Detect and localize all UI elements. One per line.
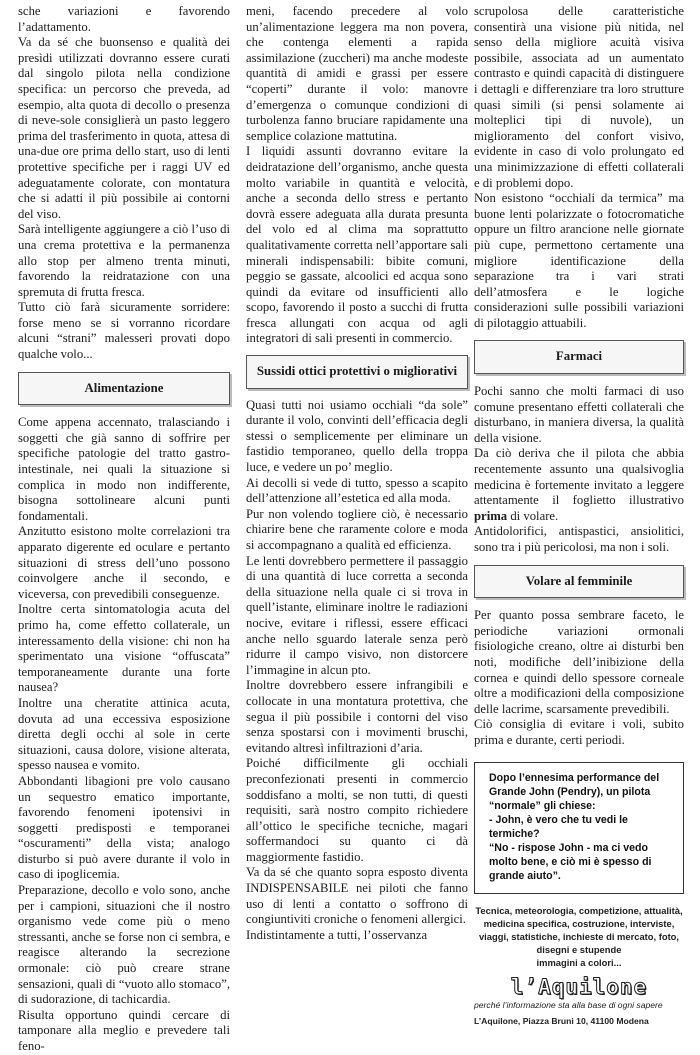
paragraph: Abbondanti libagioni pre volo causano un sequestro ematico importante, favorendo fenomeni ipotensivi in soggetti predisposti e temporanei “oscuramenti” della vista; analogo disturbo si può avere durante il volo in caso di ipoglicemia.	[18, 773, 230, 882]
text-run: Va da sé che quanto sopra esposto diventa	[246, 865, 468, 880]
paragraph: Preparazione, decollo e volo sono, anche per i campioni, situazioni che il nostro organismo vede come più o meno stressanti, anche se forse non ci sembra, e reagisce alterando la secrezione ormonale: ciò può creare strane sensazioni, quali di “vuoto allo stomaco”, di sudorazione, di tachicardia.	[18, 883, 230, 1007]
column-1	[18, 4, 230, 1055]
quote-line: Dopo l’ennesima performance del Grande John (Pendry), un pilota “normale” gli chiese:	[489, 771, 660, 812]
paragraph: Pochi sanno che molti farmaci di uso comune presentano effetti collaterali che disturbano, in maniera diversa, la qualità della visione.	[474, 384, 684, 445]
paragraph: Indistintamente a tutti, l’osservanza	[246, 927, 428, 942]
paragraph: Sarà intelligente aggiungere a ciò l’uso di una crema protettiva e la permanenza allo stop per almeno trenta minuti, favorendo la reidratazione con una spremuta di frutta fresca.	[18, 222, 230, 299]
paragraph: scrupolosa delle caratteristiche consentirà una visione più nitida, nel senso della migliore acuità visiva possibile, associata ad un aumentato contrasto e quindi capacità di distinguere i dettagli e differenziare tra loro strutture quasi simili (si pensi solamente ai molteplici tipi di nuvole), un miglioramento del confort visivo, evidente in caso di volo prolungato ed una minimizzazione di effetti collaterali e di problemi dopo.	[474, 4, 684, 190]
paragraph	[474, 446, 684, 524]
paragraph: Per quanto possa sembrare faceto, le periodiche variazioni ormonali fisiologiche creano, oltre ai disturbi ben noti, modifiche dell’inibizione della cornea e quindi dello spessore corneale oltre a modificazioni della composizione delle lacrime, scarsamente prevedibili.	[474, 608, 684, 716]
paragraph: Risulta opportuno quindi cercare di tamponare alla meglio e prevedere tali feno-	[18, 1007, 230, 1053]
section-heading-farmaci: Farmaci	[474, 340, 684, 374]
section-heading-alimentazione: Alimentazione	[18, 372, 230, 406]
paragraph: Va da sé che buonsenso e qualità dei presìdi utilizzati dovranno essere curati dal singolo pilota nella condizione specifica: un percorso che preveda, ad esempio, alta quota di decollo o presenza di neve-sole consiglierà un pasto leggero prima del trasferimento in quota, attesa di una-due ore prima dello start, uso di lenti protettive specifiche per i raggi UV ed adeguatamente colorate, con montatura che si adatti il più possibile ai contorni del viso.	[18, 35, 230, 221]
ad-address: L’Aquilone, Piazza Bruni 10, 41100 Modena	[474, 1015, 649, 1026]
ad-description-tail: immagini a colori...	[536, 957, 622, 969]
magazine-logo: l’Aquilone	[510, 974, 648, 999]
text-run: di volare.	[507, 508, 559, 523]
paragraph: meni, facendo precedere al volo un’alimentazione leggera ma non povera, che contenga elementi a rapida assimilazione (zuccheri) ma anche modeste quantità di amidi e grassi per essere “coperti” durante il volo: manovre d’emergenza o comunque condizioni di turbolenza fanno bruciare rapidamente una semplice colazione mattutina.	[246, 4, 468, 143]
emphasis-text: prima	[474, 508, 508, 523]
column-2	[246, 4, 468, 943]
paragraph: Ciò consiglia di evitare i voli, subito prima e durante, certi periodi.	[474, 717, 684, 747]
paragraph: sche variazioni e favorendo l’adattamento.	[18, 4, 230, 34]
paragraph: Antidolorifici, antispastici, ansiolitici, sono tra i più pericolosi, ma non i soli.	[474, 524, 684, 554]
paragraph: I liquidi assunti dovranno evitare la deidratazione dell’organismo, anche questa molto variabile in quantità e velocità, anche a seconda dello stress e pertanto dovrà essere adeguata alla durata presunta del volo ed al clima ma soprattutto qualitativamente corretta nell’apportare sali minerali indispensabili: bibite comuni, peggio se gassate, alcoolici ed acqua sono quindi da evitare od insufficienti allo scopo, favorendo il posto a succhi di frutta fresca allungati con acqua od agli integratori di sali presenti in commercio.	[246, 144, 468, 346]
paragraph: Le lenti dovrebbero permettere il passaggio di una quantità di luce corretta a seconda della situazione nella quale ci si trova in quell’istante, eliminare inoltre le radiazioni nocive, evitare i riflessi, essere efficaci anche nello sguardo laterale senza però ridurre il campo visivo, non distorcere l’immagine in alcun pto.	[246, 553, 468, 677]
ad-slogan: perché l’informazione sta alla base di ogni sapere	[474, 1000, 663, 1011]
quote-box	[474, 762, 684, 894]
advertisement	[474, 904, 684, 1030]
quote-line: “No - rispose John - ma ci vedo molto bene, e ciò mi è spesso di grande aiuto”.	[489, 841, 652, 882]
paragraph: Non esistono “occhiali da termica” ma buone lenti polarizzate o fotocromatiche oppure un filtro arancione nelle giornate più cupe, permettono certamente una migliore identificazione della separazione tra i vari strati dell’atmosfera e le logiche considerazioni sulle possibili variazioni di pilotaggio attuabili.	[474, 191, 684, 330]
paragraph: Anzitutto esistono molte correlazioni tra apparato digerente ed oculare e pertanto situazioni di stress dell’uno possono coinvolgere anche il secondo, e viceversa, con prevedibili conseguenze.	[18, 524, 230, 601]
text-run: Da ciò deriva che il pilota che abbia recentemente assunto una qualsivoglia medicina è fortemente invitato a leggere attentamente il foglietto illustrativo	[474, 446, 684, 508]
paragraph: Poiché difficilmente gli occhiali preconfezionati presenti in commercio soddisfano a molti, se non tutti, di questi requisiti, sarà nostro compito richiedere all’ottico le specifiche tecniche, magari soffermandoci su quanto ci dà maggiormente fastidio.	[246, 756, 468, 864]
quote-line: - John, è vero che tu vedi le termiche?	[489, 813, 628, 840]
paragraph: Pur non volendo togliere ciò, è necessario chiarire bene che raramente colore e moda si accompagnano a qualità ed efficienza.	[246, 506, 468, 552]
section-heading-volare-al-femminile: Volare al femminile	[474, 565, 684, 599]
paragraph: Ai decolli si vede di tutto, spesso a scapito dell’attenzione all’estetica ed alla moda.	[246, 475, 468, 506]
paragraph: Come appena accennato, tralasciando i soggetti che già sanno di soffrire per specifiche patologie del tratto gastro-intestinale, nei quali la situazione si complica in modo non indifferente, bisogna sottolineare alcuni punti fondamentali.	[18, 415, 230, 523]
paragraph: Inoltre dovrebbero essere infrangibili e collocate in una montatura protettiva, che segua il più possibile i contorni del viso senza spostarsi con i movimenti bruschi, evitando altresì infiltrazioni d’aria.	[246, 678, 468, 755]
column-3	[474, 4, 684, 1029]
paragraph	[246, 865, 468, 927]
paragraph: Quasi tutti noi usiamo occhiali “da sole” durante il volo, convinti dell’efficacia degli stessi o semplicemente per eliminare un fastidio temporaneo, quello della troppa luce, e vedere un po’ meglio.	[246, 397, 468, 475]
paragraph: Tutto ciò farà sicuramente sorridere: forse meno se si vorranno ricordare alcuni “strani” malesseri provati dopo qualche volo...	[18, 300, 230, 362]
paragraph: Inoltre una cheratite attinica acuta, dovuta ad una eccessiva esposizione diretta degli occhi al sole in certe situazioni, causa dolore, visione alterata, spesso nausea e vomito.	[18, 695, 230, 773]
paragraph: Inoltre certa sintomatologia acuta del primo ha, come effetto collaterale, un interessamento della visione: chi non ha sperimentato una visione “offuscata” temporaneamente durante una forte nausea?	[18, 602, 230, 695]
emphasis-text: INDISPENSABILE	[246, 881, 349, 896]
text-run: nei piloti che fanno uso di lenti a contatto o soffrono di congiuntiviti croniche o fenomeni allergici.	[246, 881, 468, 927]
ad-description: Tecnica, meteorologia, competizione, attualità, medicina specifica, costruzione, interviste, viaggi, statistiche, inchieste di mercato, foto, disegni e stupende	[475, 904, 683, 956]
section-heading-sussidi-ottici: Sussidi ottici protettivi o migliorativi	[246, 355, 468, 389]
